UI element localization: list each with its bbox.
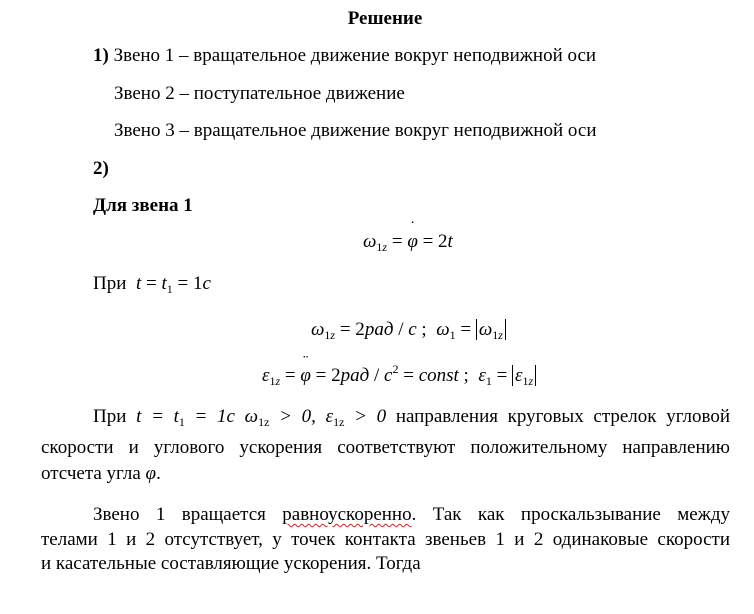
formula-epsilon-value: $\varepsilon_{1z}$ = ¨ $\varphi = 2рад / с^2$ = const ; $\varepsilon_1 = \varepsilon_{1z}$ [262, 364, 536, 388]
paragraph-1-line-3 [41, 462, 161, 486]
paragraph-1-end: . [156, 463, 161, 484]
formula-at-time: $t = t_1 = 1c$ [136, 273, 211, 296]
item-1-line-3: Звено 3 – вращательное движение вокруг неподвижной оси [114, 120, 597, 141]
formula-omega-definition: $\omega_{1z}$ = ˙ φ = 2t [363, 230, 453, 254]
paragraph-1-line-1 [41, 405, 730, 429]
paragraph-2-continue: . Так как проскальзывание между [411, 504, 731, 525]
paragraph-1-line-3-text: отсчета угла [41, 463, 141, 484]
paragraph-1-line-2: скорости и углового ускорения соответствуют положительному направлению [41, 437, 730, 458]
page-title: Решение [347, 8, 423, 29]
paragraph-1-prefix: При [93, 406, 127, 427]
at-time-prefix: При [93, 273, 127, 294]
item-1-text: Звено 1 – вращательное движение вокруг неподвижной оси [113, 45, 597, 66]
subheading: Для звена 1 [93, 195, 193, 216]
item-1-line-2: Звено 2 – поступательное движение [114, 83, 405, 104]
paragraph-2-line-2: телами 1 и 2 отсутствует, у точек контакта звеньев 1 и 2 одинаковые скорости [41, 529, 730, 550]
item-2-number: 2) [93, 158, 109, 179]
angle-symbol: φ [145, 463, 157, 484]
item-1-number: 1) [93, 45, 109, 66]
paragraph-2-line-1 [41, 503, 730, 527]
paragraph-2-line-3: и касательные составляющие ускорения. Тогда [41, 553, 421, 574]
spellcheck-word[interactable]: равноускоренно [282, 504, 412, 525]
paragraph-1-condition: $t = t_1 = 1c$ $\omega_{1z} > 0$, $\varepsilon_{1z} > 0$ [136, 406, 387, 429]
paragraph-1-rest: направления круговых стрелок угловой [395, 406, 731, 427]
paragraph-2-start: Звено 1 вращается [93, 504, 266, 525]
item-1 [93, 44, 596, 68]
formula-omega-value: $\omega_{1z} = 2рад / с$ ; $\omega_1 = \omega_{1z}$ [311, 318, 506, 342]
